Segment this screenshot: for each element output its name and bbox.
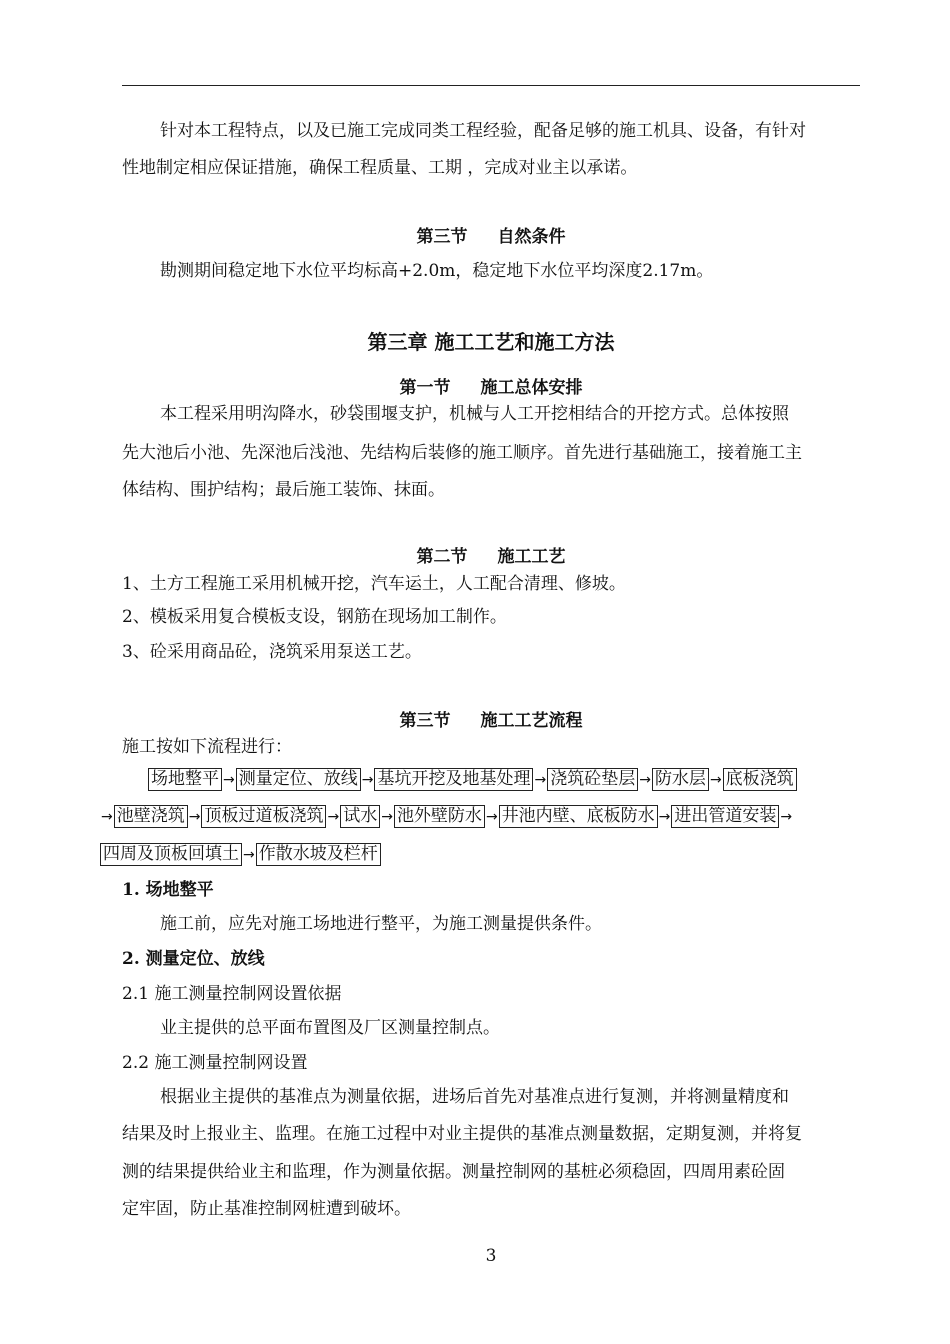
nature-text: 勘测期间稳定地下水位平均标高+2.0m，稳定地下水位平均深度2.17m。 bbox=[160, 261, 714, 281]
flow-step: 场地整平 bbox=[148, 768, 222, 791]
section-heading-process bbox=[122, 547, 860, 567]
overall-line-3: 体结构、围护结构；最后施工装饰、抹面。 bbox=[122, 480, 445, 500]
step-2-1-heading: 2.1 施工测量控制网设置依据 bbox=[122, 984, 342, 1004]
process-item-3: 3、砼采用商品砼，浇筑采用泵送工艺。 bbox=[122, 642, 422, 662]
flow-step: 浇筑砼垫层 bbox=[547, 768, 638, 791]
process-item-1: 1、土方工程施工采用机械开挖，汽车运土，人工配合清理、修坡。 bbox=[122, 574, 626, 594]
flow-arrow-icon: → bbox=[188, 809, 201, 825]
flow-step: 试水 bbox=[340, 805, 380, 828]
section-number: 第三节 bbox=[416, 227, 468, 247]
step-2-2-line-4: 定牢固，防止基准控制网桩遭到破坏。 bbox=[122, 1199, 411, 1219]
section-number: 第二节 bbox=[416, 547, 468, 567]
flow-arrow-icon: → bbox=[534, 772, 547, 788]
flow-arrow-icon: → bbox=[223, 772, 235, 788]
step-2-1-text: 业主提供的总平面布置图及厂区测量控制点。 bbox=[160, 1018, 500, 1038]
step-2-2-line-1: 根据业主提供的基准点为测量依据，进场后首先对基准点进行复测，并将测量精度和 bbox=[160, 1087, 789, 1107]
flow-arrow-icon: → bbox=[243, 847, 255, 863]
section-title: 施工工艺流程 bbox=[480, 711, 583, 731]
step-2-heading: 2. 测量定位、放线 bbox=[122, 949, 265, 969]
section-number: 第一节 bbox=[399, 378, 451, 398]
flow-step: 防水层 bbox=[652, 768, 709, 791]
flow-arrow-icon: → bbox=[780, 809, 793, 825]
section-number: 第三节 bbox=[399, 711, 451, 731]
flow-arrow-icon: → bbox=[639, 772, 651, 788]
header-rule bbox=[122, 85, 860, 86]
flow-step: 井池内壁、底板防水 bbox=[499, 805, 658, 828]
section-heading-nature bbox=[122, 227, 860, 247]
section-title: 施工工艺 bbox=[497, 547, 566, 567]
step-1-text: 施工前，应先对施工场地进行整平，为施工测量提供条件。 bbox=[160, 914, 602, 934]
step-2-2-line-2: 结果及时上报业主、监理。在施工过程中对业主提供的基准点测量数据，定期复测，并将复 bbox=[122, 1124, 802, 1144]
flow-row-1 bbox=[148, 768, 928, 792]
flow-step: 作散水坡及栏杆 bbox=[256, 843, 381, 866]
flow-arrow-icon: → bbox=[658, 809, 671, 825]
section-heading-flow bbox=[122, 711, 860, 731]
flow-arrow-icon: → bbox=[709, 772, 722, 788]
flow-step: 进出管道安装 bbox=[671, 805, 779, 828]
flow-step: 顶板过道板浇筑 bbox=[201, 805, 326, 828]
flow-arrow-icon: → bbox=[361, 772, 374, 788]
intro-line-2: 性地制定相应保证措施，确保工程质量、工期 ，完成对业主以承诺。 bbox=[122, 158, 638, 178]
flow-arrow-icon: → bbox=[101, 809, 113, 825]
flow-intro: 施工按如下流程进行： bbox=[122, 737, 292, 757]
step-2-2-heading: 2.2 施工测量控制网设置 bbox=[122, 1053, 308, 1073]
overall-line-2: 先大池后小池、先深池后浅池、先结构后装修的施工顺序。首先进行基础施工，接着施工主 bbox=[122, 443, 802, 463]
flow-step: 测量定位、放线 bbox=[236, 768, 361, 791]
intro-line-1: 针对本工程特点，以及已施工完成同类工程经验，配备足够的施工机具、设备，有针对 bbox=[160, 121, 806, 141]
page-number: 3 bbox=[485, 1246, 497, 1266]
section-heading-overall bbox=[122, 378, 860, 398]
flow-row-2 bbox=[100, 805, 880, 829]
flow-step: 四周及顶板回填土 bbox=[100, 843, 242, 866]
step-1-heading: 1. 场地整平 bbox=[122, 880, 214, 900]
flow-step: 基坑开挖及地基处理 bbox=[374, 768, 533, 791]
flow-arrow-icon: → bbox=[381, 809, 393, 825]
flow-step: 底板浇筑 bbox=[723, 768, 797, 791]
flow-arrow-icon: → bbox=[327, 809, 340, 825]
flow-step: 池外壁防水 bbox=[394, 805, 485, 828]
process-item-2: 2、模板采用复合模板支设，钢筋在现场加工制作。 bbox=[122, 607, 507, 627]
step-2-2-line-3: 测的结果提供给业主和监理，作为测量依据。测量控制网的基桩必须稳固，四周用素砼固 bbox=[122, 1162, 785, 1182]
flow-row-3 bbox=[100, 843, 880, 867]
overall-line-1: 本工程采用明沟降水，砂袋围堰支护，机械与人工开挖相结合的开挖方式。总体按照 bbox=[160, 404, 789, 424]
chapter-title: 第三章 施工工艺和施工方法 bbox=[367, 330, 615, 354]
section-title: 自然条件 bbox=[497, 227, 566, 247]
section-title: 施工总体安排 bbox=[480, 378, 583, 398]
flow-step: 池壁浇筑 bbox=[114, 805, 188, 828]
flow-arrow-icon: → bbox=[485, 809, 498, 825]
